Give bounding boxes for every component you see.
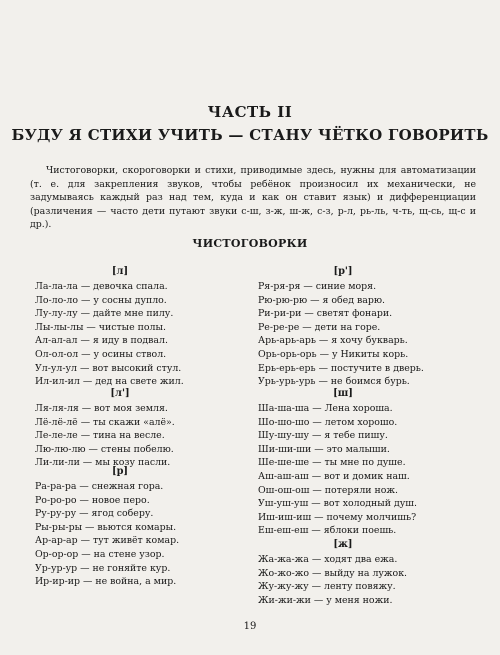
- tongue-line: Жа-жа-жа — ходят два ежа.: [258, 554, 398, 565]
- tongue-line: Жо-жо-жо — выйду на лужок.: [258, 567, 408, 579]
- tongue-line: Ир-ир-ир — не война, а мир.: [35, 576, 177, 588]
- tongue-line: Иш-иш-иш — почему молчишь?: [258, 511, 417, 523]
- sound-heading: [р]: [111, 466, 129, 477]
- tongue-line: Ра-ра-ра — снежная гора.: [35, 481, 164, 492]
- tongue-line: Орь-орь-орь — у Никиты корь.: [258, 348, 409, 360]
- tongue-line: Ря-ря-ря — синие моря.: [258, 281, 377, 292]
- tongue-line: Ур-ур-ур — не гоняйте кур.: [35, 562, 171, 574]
- tongue-line: Жи-жи-жи — у меня ножи.: [258, 594, 393, 606]
- tongue-line: Лю-лю-лю — стены побелю.: [35, 443, 174, 455]
- tongue-line: Ор-ор-ор — на стене узор.: [35, 548, 165, 560]
- sound-heading: [р']: [333, 266, 353, 277]
- tongue-line: Ла-ла-ла — девочка спала.: [35, 281, 168, 292]
- tongue-line: Ля-ля-ля — вот моя земля.: [35, 403, 168, 414]
- tongue-line: Ул-ул-ул — вот высокий стул.: [35, 362, 182, 374]
- tongue-line: Ли-ли-ли — мы козу пасли.: [35, 457, 171, 469]
- tongue-line: Ры-ры-ры — вьются комары.: [35, 521, 177, 533]
- tongue-line: Ле-ле-ле — тина на весле.: [35, 430, 165, 442]
- sound-group-r-soft: [258, 263, 488, 389]
- tongue-line: Ерь-ерь-ерь — постучите в дверь.: [258, 362, 424, 374]
- tongue-line: Уш-уш-уш — вот холодный душ.: [258, 498, 417, 510]
- tongue-line: Ре-ре-ре — дети на горе.: [258, 321, 381, 333]
- section-heading: ЧИСТОГОВОРКИ: [192, 237, 308, 250]
- tongue-line: Аш-аш-аш — вот и домик наш.: [258, 470, 410, 482]
- sound-group-l: [35, 263, 265, 389]
- tongue-line: Ил-ил-ил — дед на свете жил.: [35, 376, 184, 388]
- tongue-line: Ош-ош-ош — потеряли нож.: [258, 484, 399, 496]
- sound-heading: [л']: [110, 388, 130, 399]
- sound-group-zh: [258, 536, 488, 607]
- page-number: 19: [243, 621, 257, 632]
- tongue-line: Ал-ал-ал — я иду в подвал.: [35, 335, 168, 347]
- tongue-line: Ри-ри-ри — светят фонари.: [258, 308, 393, 320]
- tongue-line: Ше-ше-ше — ты мне по душе.: [258, 457, 406, 469]
- tongue-line: Урь-урь-урь — не боимся бурь.: [258, 376, 410, 388]
- sound-group-sh: [258, 385, 488, 538]
- tongue-line: Лу-лу-лу — дайте мне пилу.: [35, 308, 174, 320]
- tongue-line: Жу-жу-жу — ленту повяжу.: [258, 581, 396, 593]
- sound-group-r: [35, 463, 265, 589]
- sound-heading: [ш]: [333, 388, 353, 399]
- tongue-line: Еш-еш-еш — яблоки поешь.: [258, 525, 397, 537]
- tongue-line: Лы-лы-лы — чистые полы.: [35, 321, 166, 333]
- chapter-title: БУДУ Я СТИХИ УЧИТЬ — СТАНУ ЧЁТКО ГОВОРИТЬ: [11, 126, 489, 144]
- sound-heading: [ж]: [333, 539, 353, 550]
- tongue-line: Ши-ши-ши — это малыши.: [258, 443, 390, 455]
- tongue-line: Ар-ар-ар — тут живёт комар.: [35, 535, 180, 547]
- tongue-line: Рю-рю-рю — я обед варю.: [258, 294, 385, 306]
- tongue-line: Арь-арь-арь — я хочу букварь.: [258, 335, 408, 347]
- tongue-line: Ша-ша-ша — Лена хороша.: [258, 403, 393, 414]
- tongue-line: Шу-шу-шу — я тебе пишу.: [258, 430, 388, 442]
- sound-heading: [л]: [111, 266, 129, 277]
- part-title: ЧАСТЬ II: [207, 103, 293, 121]
- tongue-line: Шо-шо-шо — летом хорошо.: [258, 416, 398, 428]
- tongue-line: Ру-ру-ру — ягод соберу.: [35, 508, 154, 520]
- tongue-line: Ро-ро-ро — новое перо.: [35, 494, 150, 506]
- tongue-line: Лё-лё-лё — ты скажи «алё».: [35, 416, 175, 428]
- sound-group-l-soft: [35, 385, 265, 470]
- tongue-line: Ол-ол-ол — у осины ствол.: [35, 348, 167, 360]
- intro-paragraph: Чистоговорки, скороговорки и стихи, приводимые здесь, нужны для автоматизации (т. е. для закрепления звуков, чтобы ребёнок произносил их механически, не задумываясь каждый раз над тем, куда и как он ставит язык) и дифференциации (различения — часто дети путают звуки с-ш, з-ж, ш-ж, с-з, р-л, рь-ль, ч-ть, щ-сь, щ-с и др.).: [30, 165, 476, 230]
- tongue-line: Ло-ло-ло — у сосны дупло.: [35, 294, 167, 306]
